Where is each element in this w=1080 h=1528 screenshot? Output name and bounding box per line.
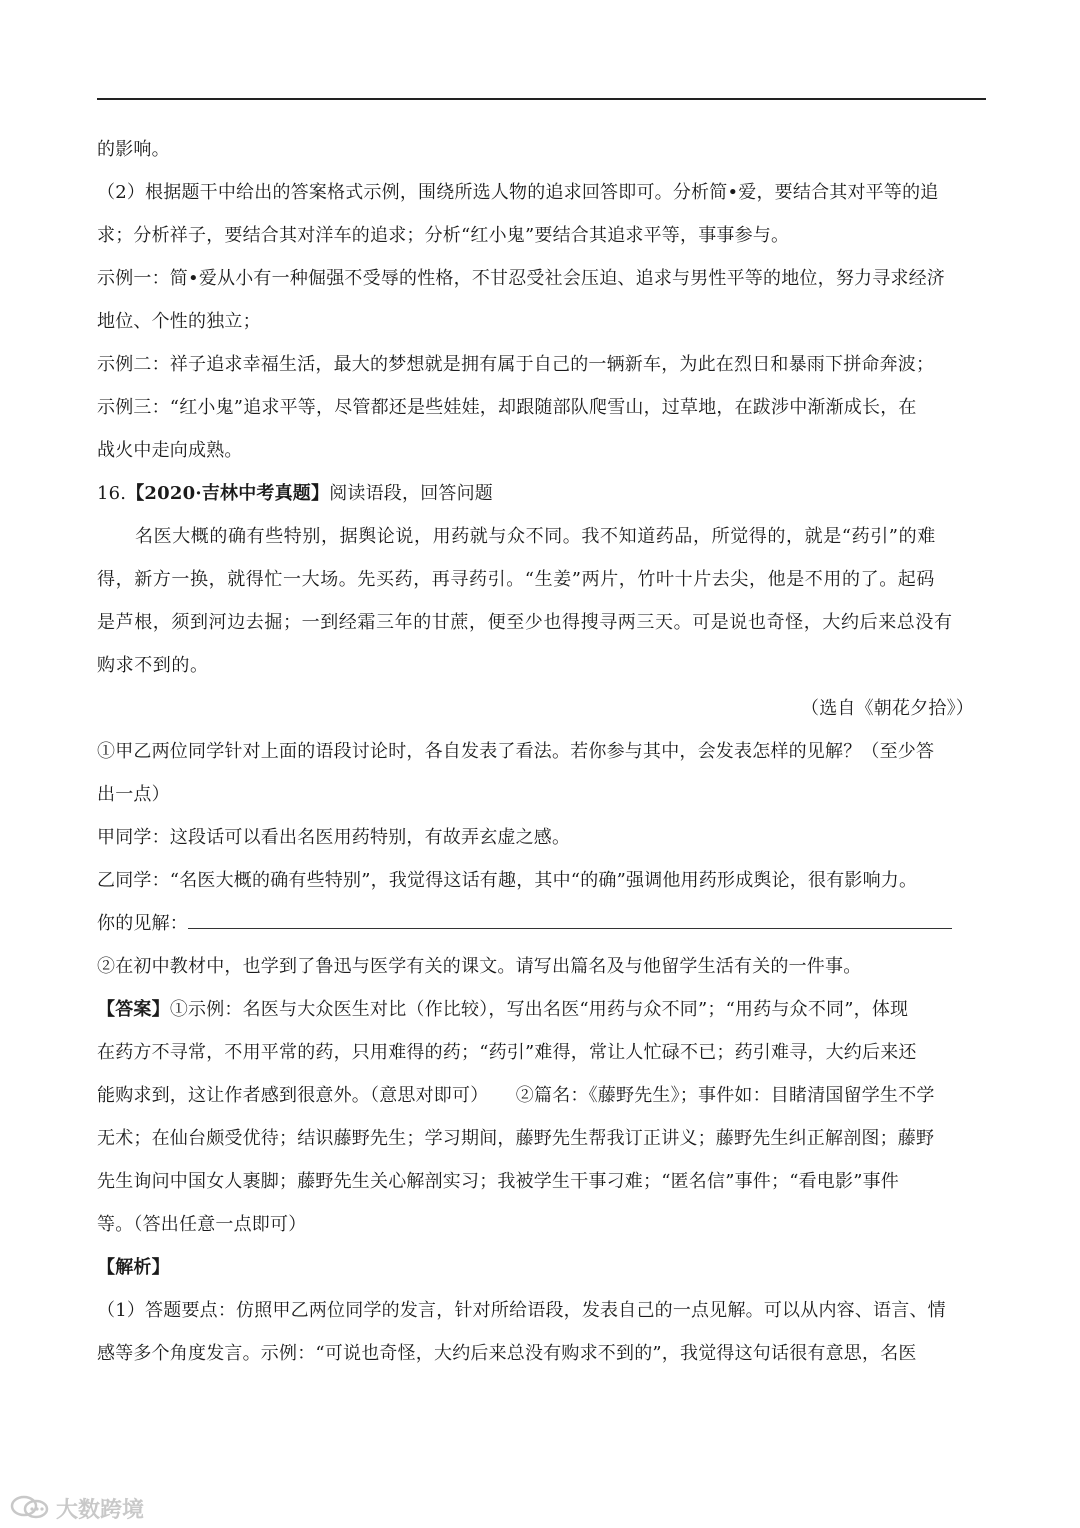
passage-source: （选自《朝花夕拾》）: [801, 698, 974, 719]
prompt-line: 出一点）: [97, 784, 170, 805]
text-line: 求；分析祥子，要结合其对洋车的追求；分析“红小鬼”要结合其追求平等，事事参与。: [97, 225, 790, 246]
text-line: 地位、个性的独立；: [97, 311, 261, 332]
analysis-tag: 【解析】: [97, 1257, 170, 1278]
text-line: 示例三：“红小鬼”追求平等，尽管都还是些娃娃，却跟随部队爬雪山，过草地，在跋涉中渐渐成长，在: [97, 397, 917, 418]
prompt-line: ②在初中教材中，也学到了鲁迅与医学有关的课文。请写出篇名及与他留学生活有关的一件事。: [97, 956, 862, 977]
analysis-line: 感等多个角度发言。示例：“可说也奇怪，大约后来总没有购求不到的”，我觉得这句话很有意思，名医: [97, 1343, 917, 1364]
your-view-label: 你的见解：: [97, 913, 188, 934]
answer-blank: [188, 902, 952, 929]
text-line: 示例二：祥子追求幸福生活，最大的梦想就是拥有属于自己的一辆新车，为此在烈日和暴雨下拼命奔波；: [97, 354, 935, 375]
passage-line: 名医大概的确有些特别，据舆论说，用药就与众不同。我不知道药品，所觉得的，就是“药引”的难: [135, 526, 936, 547]
answer-line: 等。（答出任意一点即可）: [97, 1214, 307, 1235]
answer-line: 先生询问中国女人裹脚；藤野先生关心解剖实习；我被学生干事刁难；“匿名信”事件；“看电影”事件: [97, 1171, 900, 1192]
watermark: [10, 1490, 144, 1526]
question-source-tag: 【2020·吉林中考真题】: [126, 483, 330, 504]
question-title: 阅读语段，回答问题: [329, 483, 494, 504]
text-line: （2）根据题干中给出的答案格式示例，围绕所选人物的追求回答即可。分析简•爱，要结合其对平等的追: [97, 182, 939, 203]
passage-line: 购求不到的。: [97, 655, 209, 676]
text-line: 的影响。: [97, 139, 170, 160]
prompt-line: 乙同学：“名医大概的确有些特别”，我觉得这话有趣，其中“的确”强调他用药形成舆论，很有影响力。: [97, 870, 918, 891]
answer-line: [97, 988, 986, 1031]
prompt-line: ①甲乙两位同学针对上面的语段讨论时，各自发表了看法。若你参与其中，会发表怎样的见解？（至少答: [97, 741, 935, 762]
text-line: 战火中走向成熟。: [97, 440, 243, 461]
your-view-line: [97, 902, 986, 945]
document-body: [97, 128, 986, 1375]
passage-line: 是芦根，须到河边去掘；一到经霜三年的甘蔗，便至少也得搜寻两三天。可是说也奇怪，大约后来总没有: [97, 612, 953, 633]
analysis-line: （1）答题要点：仿照甲乙两位同学的发言，针对所给语段，发表自己的一点见解。可以从内容、语言、情: [97, 1300, 946, 1321]
prompt-line: 甲同学：这段话可以看出名医用药特别，有故弄玄虚之感。: [97, 827, 571, 848]
answer-tag: 【答案】: [97, 999, 170, 1020]
passage-line: 得，新方一换，就得忙一大场。先买药，再寻药引。“生姜”两片，竹叶十片去尖，他是不用的了。起码: [97, 569, 935, 590]
answer-line: 无术；在仙台颇受优待；结识藤野先生；学习期间，藤野先生帮我订正讲义；藤野先生纠正解剖图；藤野: [97, 1128, 935, 1149]
question-heading: [97, 472, 986, 515]
header-rule: [97, 98, 986, 100]
question-number: 16.: [97, 483, 127, 504]
answer-line: 能购求到，这让作者感到很意外。（意思对即可） ②篇名：《藤野先生》；事件如：目睹清国留学生不学: [97, 1085, 935, 1106]
watermark-text: 大数跨境: [56, 1497, 145, 1523]
answer-first-line: ①示例：名医与大众医生对比（作比较），写出名医“用药与众不同”；“用药与众不同”，体现: [169, 999, 909, 1020]
text-line: 示例一：简•爱从小有一种倔强不受辱的性格，不甘忍受社会压迫、追求与男性平等的地位，努力寻求经济: [97, 268, 946, 289]
answer-line: 在药方不寻常，不用平常的药，只用难得的药；“药引”难得，常让人忙碌不已；药引难寻，大约后来还: [97, 1042, 917, 1063]
chat-bubble-logo-icon: [10, 1494, 50, 1522]
